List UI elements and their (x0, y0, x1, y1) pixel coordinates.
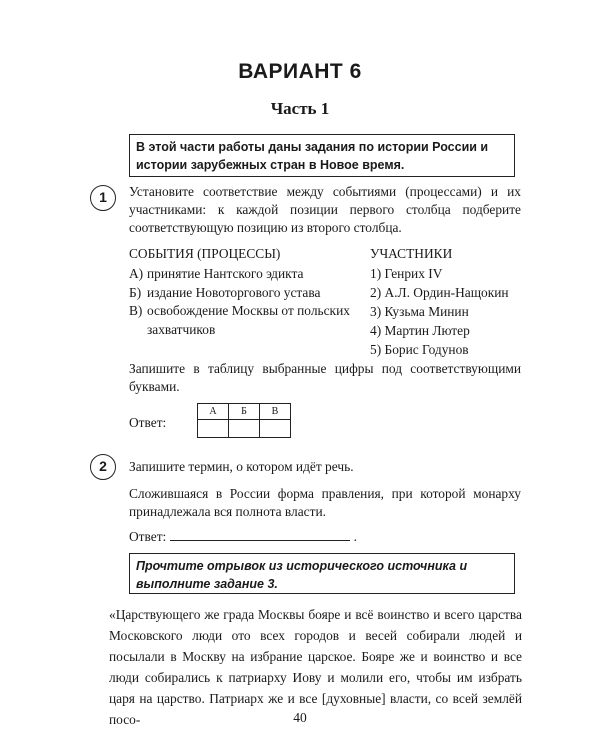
task-2-answer-line[interactable] (170, 528, 350, 541)
event-text: издание Новоторгового устава (147, 284, 321, 300)
task-1-number: 1 (90, 185, 116, 211)
event-letter: В) (129, 303, 143, 318)
source-box: Прочтите отрывок из исторического источника и выполните задание 3. (129, 553, 515, 594)
task-2-definition: Сложившаяся в России форма правления, при которой монарху принадлежала вся полнота власти. (129, 486, 521, 519)
events-list (129, 265, 364, 339)
answer-table-header: В (260, 404, 291, 420)
answer-table (197, 403, 291, 438)
page-number: 40 (293, 710, 307, 725)
page-title: ВАРИАНТ 6 (238, 60, 362, 83)
event-text: принятие Нантского эдикта (147, 266, 304, 281)
participants-title: УЧАСТНИКИ (370, 246, 453, 261)
task-1-instruction: Запишите в таблицу выбранные цифры под соответствующими буквами. (129, 361, 521, 394)
task-2-answer (129, 528, 357, 545)
answer-cell-a[interactable] (198, 420, 229, 438)
participant-item: 2) А.Л. Ордин-Нащокин (370, 285, 509, 300)
task-2-answer-end: . (353, 529, 358, 544)
participant-item: 3) Кузьма Минин (370, 304, 469, 319)
event-letter: Б) (129, 284, 142, 300)
task-2-text: Запишите термин, о котором идёт речь. (129, 459, 354, 474)
participant-item: 5) Борис Годунов (370, 342, 469, 357)
answer-table-header: А (198, 404, 229, 420)
events-title: СОБЫТИЯ (ПРОЦЕССЫ) (129, 246, 281, 261)
participant-item: 1) Генрих IV (370, 266, 443, 281)
intro-box: В этой части работы даны задания по истории России и истории зарубежных стран в Новое время. (129, 134, 515, 177)
source-passage: «Царствующего же града Москвы бояре и всё воинство и всего царства Московского люди ото всех городов и весей собирали людей и посылали в Москву на избрание царское. Бояре же и воинство и все люди собирались к патриарху Иову и молили его, чтобы им избрать царя на царство. Патриарх же и все [духовные] власти, со всей землёй посо- (109, 607, 522, 727)
event-item (129, 284, 364, 303)
task-1-text: Установите соответствие между событиями (процессами) и их участниками: к каждой позиции первого столбца подберите соответствующую позицию из второго столбца. (129, 184, 521, 235)
answer-table-header: Б (229, 404, 260, 420)
event-item (129, 302, 364, 339)
task-2-number: 2 (90, 454, 116, 480)
answer-cell-v[interactable] (260, 420, 291, 438)
event-text: освобождение Москвы от польских захватчиков (147, 303, 350, 337)
task-1-answer-label: Ответ: (129, 415, 167, 430)
part-title: Часть 1 (270, 99, 330, 118)
event-letter: А) (129, 266, 144, 281)
participants-list (370, 265, 530, 360)
event-item (129, 265, 364, 284)
participant-item: 4) Мартин Лютер (370, 323, 470, 338)
task-2-answer-label: Ответ: (129, 529, 167, 544)
answer-cell-b[interactable] (229, 420, 260, 438)
